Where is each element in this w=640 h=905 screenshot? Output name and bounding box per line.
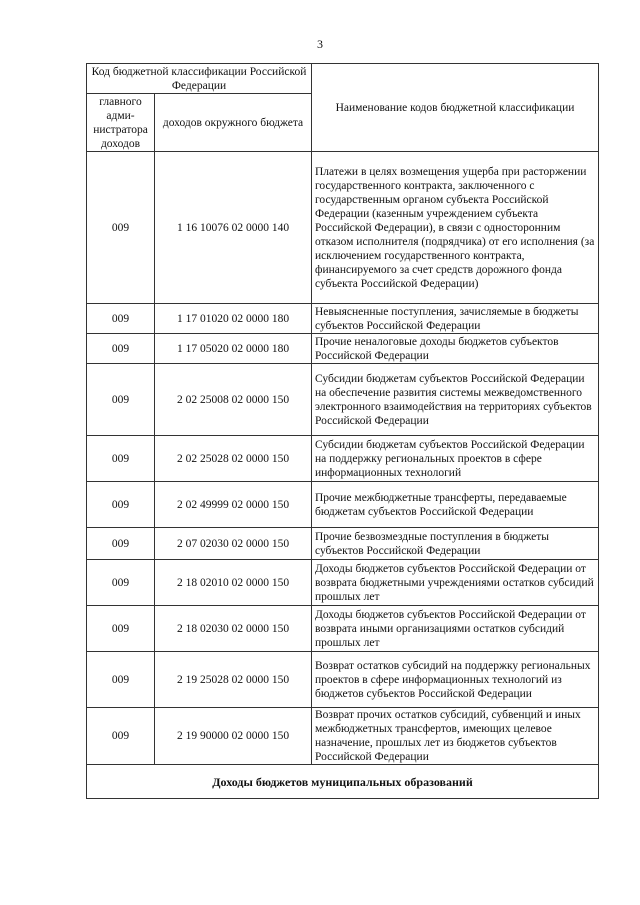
row-income-code: 2 19 25028 02 0000 150 — [155, 652, 312, 708]
row-admin-code: 009 — [87, 436, 155, 482]
footer-section-title: Доходы бюджетов муниципальных образований — [87, 765, 599, 799]
row-description: Прочие неналоговые доходы бюджетов субъектов Российской Федерации — [312, 334, 599, 364]
table-row — [87, 482, 599, 528]
row-income-code: 2 07 02030 02 0000 150 — [155, 528, 312, 560]
table-row — [87, 708, 599, 765]
row-income-code: 2 18 02030 02 0000 150 — [155, 606, 312, 652]
row-admin-code: 009 — [87, 152, 155, 304]
row-income-code: 1 17 05020 02 0000 180 — [155, 334, 312, 364]
row-description: Субсидии бюджетам субъектов Российской Федерации на поддержку региональных проектов в сфере информационных технологий — [312, 436, 599, 482]
header-name: Наименование кодов бюджетной классификации — [312, 64, 599, 152]
table-row — [87, 334, 599, 364]
row-admin-code: 009 — [87, 334, 155, 364]
row-description: Доходы бюджетов субъектов Российской Федерации от возврата бюджетными учреждениями остатков субсидий прошлых лет — [312, 560, 599, 606]
table-row — [87, 528, 599, 560]
header-income: доходов окружного бюджета — [155, 94, 312, 152]
row-description: Прочие межбюджетные трансферты, передаваемые бюджетам субъектов Российской Федерации — [312, 482, 599, 528]
header-admin: главного адми-нистратора доходов — [87, 94, 155, 152]
table-row — [87, 606, 599, 652]
row-description: Прочие безвозмездные поступления в бюджеты субъектов Российской Федерации — [312, 528, 599, 560]
row-admin-code: 009 — [87, 304, 155, 334]
row-income-code: 2 02 25008 02 0000 150 — [155, 364, 312, 436]
row-admin-code: 009 — [87, 482, 155, 528]
row-description: Невыясненные поступления, зачисляемые в бюджеты субъектов Российской Федерации — [312, 304, 599, 334]
row-income-code: 1 16 10076 02 0000 140 — [155, 152, 312, 304]
row-description: Доходы бюджетов субъектов Российской Федерации от возврата иными организациями остатков субсидий прошлых лет — [312, 606, 599, 652]
row-income-code: 2 19 90000 02 0000 150 — [155, 708, 312, 765]
row-admin-code: 009 — [87, 606, 155, 652]
row-description: Возврат прочих остатков субсидий, субвенций и иных межбюджетных трансфертов, имеющих целевое назначение, прошлых лет из бюджетов субъектов Российской Федерации — [312, 708, 599, 765]
row-description: Возврат остатков субсидий на поддержку региональных проектов в сфере информационных технологий из бюджетов субъектов Российской Федерации — [312, 652, 599, 708]
header-group: Код бюджетной классификации Российской Федерации — [87, 64, 312, 94]
row-admin-code: 009 — [87, 528, 155, 560]
row-income-code: 2 18 02010 02 0000 150 — [155, 560, 312, 606]
row-income-code: 2 02 49999 02 0000 150 — [155, 482, 312, 528]
row-income-code: 2 02 25028 02 0000 150 — [155, 436, 312, 482]
row-admin-code: 009 — [87, 652, 155, 708]
row-description: Платежи в целях возмещения ущерба при расторжении государственного контракта, заключенного с государственным органом субъекта Российской Федерации (казенным учреждением субъекта Российской Федерации), в связи с односторонним отказом исполнителя (подрядчика) от его исполнения (за исключением государственного контракта, финансируемого за счет средств дорожного фонда субъекта Российской Федерации) — [312, 152, 599, 304]
page-number: 3 — [317, 37, 323, 51]
table-row — [87, 364, 599, 436]
row-description: Субсидии бюджетам субъектов Российской Федерации на обеспечение развития системы межведомственного электронного взаимодействия на территориях субъектов Российской Федерации — [312, 364, 599, 436]
table-row — [87, 152, 599, 304]
table-row — [87, 436, 599, 482]
row-admin-code: 009 — [87, 560, 155, 606]
row-admin-code: 009 — [87, 708, 155, 765]
table-row — [87, 304, 599, 334]
table-row — [87, 652, 599, 708]
budget-classification-table — [86, 63, 599, 799]
row-income-code: 1 17 01020 02 0000 180 — [155, 304, 312, 334]
row-admin-code: 009 — [87, 364, 155, 436]
table-row — [87, 560, 599, 606]
